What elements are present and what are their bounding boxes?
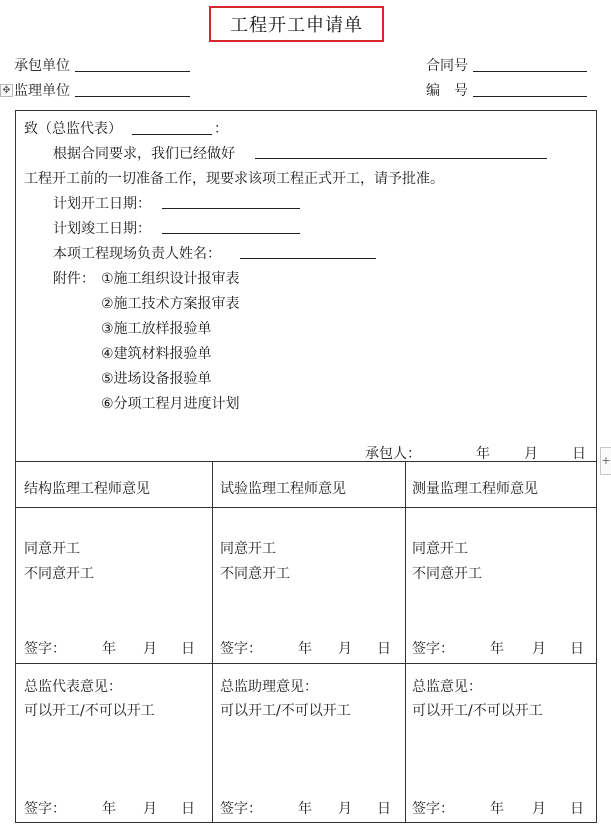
site-manager-field[interactable] (240, 258, 376, 259)
date-month: 月 (532, 641, 546, 657)
request-line-1: 根据合同要求，我们已经做好 (53, 146, 235, 162)
contract-no-label: 合同号 (426, 58, 468, 74)
disagree-option[interactable]: 不同意开工 (220, 566, 290, 582)
plus-icon[interactable]: + (600, 447, 611, 475)
request-line-2: 工程开工前的一切准备工作，现要求该项工程正式开工，请予批准。 (24, 171, 444, 187)
column-divider (405, 461, 406, 822)
date-year: 年 (298, 801, 312, 817)
contractor-sign-label: 承包人： (365, 446, 421, 462)
site-manager-label: 本项工程现场负责人姓名： (53, 246, 221, 262)
chief-supervisor-opinion-title: 总监意见： (412, 679, 482, 695)
agree-option[interactable]: 同意开工 (412, 541, 468, 557)
supervisor-field[interactable] (75, 96, 190, 97)
date-year: 年 (102, 641, 116, 657)
date-day: 日 (377, 641, 391, 657)
date-day: 日 (570, 641, 584, 657)
row-divider (16, 663, 596, 664)
date-month: 月 (338, 641, 352, 657)
to-suffix: ： (214, 121, 228, 137)
date-year: 年 (490, 641, 504, 657)
planned-finish-label: 计划竣工日期： (53, 221, 151, 237)
approval-decision[interactable]: 可以开工/不可以开工 (412, 703, 543, 719)
agree-option[interactable]: 同意开工 (24, 541, 80, 557)
planned-finish-field[interactable] (162, 233, 300, 234)
date-day: 日 (181, 641, 195, 657)
attachment-item: ③施工放样报验单 (101, 321, 212, 337)
page-title: 工程开工申请单 (230, 15, 363, 36)
date-day: 日 (181, 801, 195, 817)
date-month: 月 (524, 446, 538, 462)
chief-rep-opinion-title: 总监代表意见： (24, 679, 122, 695)
structural-engineer-opinion-title: 结构监理工程师意见 (24, 481, 150, 497)
test-engineer-opinion-title: 试验监理工程师意见 (220, 481, 346, 497)
date-year: 年 (298, 641, 312, 657)
date-month: 月 (143, 801, 157, 817)
sign-label: 签字： (412, 801, 454, 817)
serial-no-label: 编 号 (426, 83, 468, 99)
planned-start-field[interactable] (162, 208, 300, 209)
project-name-field[interactable] (255, 158, 547, 159)
attachment-item: ②施工技术方案报审表 (101, 296, 240, 312)
date-day: 日 (377, 801, 391, 817)
date-month: 月 (532, 801, 546, 817)
row-divider (16, 461, 596, 462)
sign-label: 签字： (220, 801, 262, 817)
move-icon[interactable]: ✥ (0, 84, 13, 97)
date-year: 年 (102, 801, 116, 817)
column-divider (212, 461, 213, 822)
date-day: 日 (570, 801, 584, 817)
sign-label: 签字： (24, 801, 66, 817)
sign-label: 签字： (412, 641, 454, 657)
to-field[interactable] (132, 134, 212, 135)
chief-assistant-opinion-title: 总监助理意见： (220, 679, 318, 695)
to-label: 致（总监代表） (24, 121, 122, 137)
date-year: 年 (476, 446, 490, 462)
approval-decision[interactable]: 可以开工/不可以开工 (24, 703, 155, 719)
serial-no-field[interactable] (473, 96, 587, 97)
contract-no-field[interactable] (473, 71, 587, 72)
approval-decision[interactable]: 可以开工/不可以开工 (220, 703, 351, 719)
planned-start-label: 计划开工日期： (53, 196, 151, 212)
date-year: 年 (490, 801, 504, 817)
attachment-item: ⑥分项工程月进度计划 (101, 396, 240, 412)
contractor-field[interactable] (75, 71, 190, 72)
disagree-option[interactable]: 不同意开工 (24, 566, 94, 582)
date-day: 日 (572, 446, 586, 462)
agree-option[interactable]: 同意开工 (220, 541, 276, 557)
survey-engineer-opinion-title: 测量监理工程师意见 (412, 481, 538, 497)
row-divider (16, 507, 596, 508)
disagree-option[interactable]: 不同意开工 (412, 566, 482, 582)
date-month: 月 (143, 641, 157, 657)
date-month: 月 (338, 801, 352, 817)
attachment-item: ④建筑材料报验单 (101, 346, 212, 362)
supervisor-label: 监理单位 (14, 83, 70, 99)
title-box (209, 6, 384, 42)
contractor-label: 承包单位 (14, 58, 70, 74)
attachment-item: ①施工组织设计报审表 (101, 271, 240, 287)
sign-label: 签字： (24, 641, 66, 657)
attachment-item: ⑤进场设备报验单 (101, 371, 212, 387)
attachments-label: 附件： (53, 271, 95, 287)
sign-label: 签字： (220, 641, 262, 657)
